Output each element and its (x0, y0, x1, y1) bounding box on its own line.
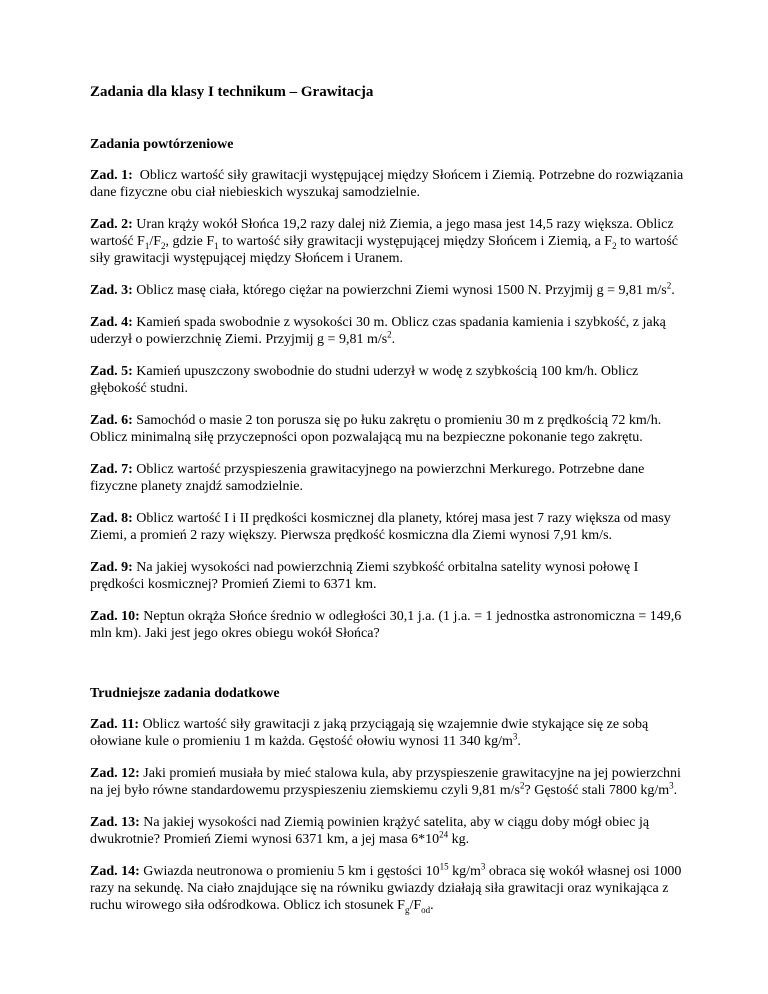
task-text: Oblicz wartość przyspieszenia grawitacyjnego na powierzchni Merkurego. Potrzebne dane fizyczne planety znajdź samodzielnie. (90, 462, 645, 494)
subscript: 1 (214, 240, 219, 251)
task-text: Na jakiej wysokości nad Ziemią powinien krążyć satelita, aby w ciągu doby mógł obiec ją dwukrotnie? Promień Ziemi wynosi 6371 km, a jej masa 6*10 (90, 815, 650, 847)
subscript: g (404, 904, 410, 915)
task-text: . (391, 332, 396, 347)
task-9 (90, 559, 690, 593)
task-11 (90, 716, 690, 750)
superscript: 3 (480, 861, 486, 872)
document-title: Zadania dla klasy I technikum – Grawitacja (90, 84, 374, 100)
task-label: Zad. 3: (90, 283, 133, 298)
task-label: Zad. 4: (90, 315, 133, 330)
task-5 (90, 363, 690, 397)
task-12 (90, 765, 690, 799)
task-7 (90, 461, 690, 495)
superscript: 2 (520, 780, 525, 791)
task-text: Kamień upuszczony swobodnie do studni uderzył w wodę z szybkością 100 km/h. Oblicz głębokość studni. (90, 364, 639, 396)
task-text: Jaki promień musiała by mieć stalowa kula, aby przyspieszenie grawitacyjne na jej powierzchni na jej było równe standardowemu przyspieszeniu ziemskiemu czyli 9,81 m/s (90, 766, 681, 798)
task-label: Zad. 9: (90, 560, 133, 575)
superscript: 2 (387, 329, 392, 340)
task-text: Gwiazda neutronowa o promieniu 5 km i gęstości 10 (143, 864, 440, 879)
task-label: Zad. 1: (90, 168, 133, 183)
task-label: Zad. 2: (90, 217, 133, 232)
task-4 (90, 314, 690, 348)
task-text: . (517, 734, 521, 749)
task-text: Neptun okrąża Słońce średnio w odległości 30,1 j.a. (1 j.a. = 1 jednostka astronomiczna = 149,6 mln km). Jaki jest jego okres obiegu wokół Słońca? (90, 609, 682, 641)
task-text: Oblicz masę ciała, którego ciężar na powierzchni Ziemi wynosi 1500 N. Przyjmij g = 9,81 m/s (136, 283, 667, 298)
superscript: 3 (669, 780, 674, 791)
task-text: Oblicz wartość I i II prędkości kosmicznej dla planety, której masa jest 7 razy większa od masy Ziemi, a promień 2 razy większy. Pierwsza prędkość kosmiczna dla Ziemi wynosi 7,91 km/s. (90, 511, 671, 543)
task-text: to wartość siły grawitacji występującej między Słońcem i Uranem. (90, 234, 679, 266)
task-label: Zad. 5: (90, 364, 133, 379)
task-label: Zad. 10: (90, 609, 140, 624)
task-label: Zad. 14: (90, 864, 140, 879)
task-text: . (673, 783, 678, 798)
superscript: 24 (439, 829, 449, 840)
subscript: 2 (161, 240, 166, 251)
task-label: Zad. 11: (90, 717, 140, 732)
superscript: 15 (439, 861, 449, 872)
subscript: 2 (612, 240, 617, 251)
document-page (90, 84, 690, 914)
section-heading-advanced: Trudniejsze zadania dodatkowe (90, 686, 280, 701)
task-6 (90, 412, 690, 446)
task-text: /F (149, 234, 162, 249)
task-3 (90, 282, 690, 299)
task-label: Zad. 7: (90, 462, 133, 477)
task-1 (90, 167, 690, 201)
task-8 (90, 510, 690, 544)
task-text: /F (409, 898, 422, 913)
task-text: . (430, 898, 434, 913)
task-text: Samochód o masie 2 ton porusza się po łuku zakrętu o promieniu 30 m z prędkością 72 km/h. Oblicz minimalną siłę przyczepności opon pozwalającą mu na bezpieczne pokonanie tego zakrętu. (90, 413, 662, 445)
task-text: Uran krąży wokół Słońca 19,2 razy dalej niż Ziemia, a jego masa jest 14,5 razy większa. Oblicz wartość F (90, 217, 674, 249)
task-label: Zad. 13: (90, 815, 140, 830)
task-text: . (671, 283, 675, 298)
task-14 (90, 863, 690, 914)
task-text: obraca się wokół własnej osi 1000 razy na sekundę. Na ciało znajdujące się na równiku gwiazdy działają siła grawitacji oraz wynikająca z ruchu wirowego siła odśrodkowa. Oblicz ich stosunek F (90, 864, 682, 913)
task-2 (90, 216, 690, 267)
superscript: 3 (512, 731, 518, 742)
task-text: kg/m (448, 864, 481, 879)
task-text: ? Gęstość stali 7800 kg/m (524, 783, 670, 798)
subscript: od (421, 904, 431, 915)
task-text: kg. (448, 832, 470, 847)
task-text: Oblicz wartość siły grawitacji z jaką przyciągają się wzajemnie dwie stykające się ze sobą ołowiane kule o promieniu 1 m każda. Gęstość ołowiu wynosi 11 340 kg/m (90, 717, 649, 749)
subscript: 1 (144, 240, 150, 251)
section-heading-repetition: Zadania powtórzeniowe (90, 137, 234, 152)
task-text: Kamień spada swobodnie z wysokości 30 m. Oblicz czas spadania kamienia i szybkość, z jaką uderzył o powierzchnię Ziemi. Przyjmij g = 9,81 m/s (90, 315, 666, 347)
task-10 (90, 608, 690, 642)
task-text: , gdzie F (165, 234, 215, 249)
superscript: 2 (666, 280, 672, 291)
task-label: Zad. 8: (90, 511, 133, 526)
task-13 (90, 814, 690, 848)
task-text: Na jakiej wysokości nad powierzchnią Ziemi szybkość orbitalna satelity wynosi połowę I prędkości kosmicznej? Promień Ziemi to 6371 km. (90, 560, 639, 592)
task-text: to wartość siły grawitacji występującej między Słońcem i Ziemią, a F (218, 234, 613, 249)
task-text: Oblicz wartość siły grawitacji występującej między Słońcem i Ziemią. Potrzebne do rozwiązania dane fizyczne obu ciał niebieskich wyszukaj samodzielnie. (90, 168, 684, 200)
task-label: Zad. 12: (90, 766, 140, 781)
task-label: Zad. 6: (90, 413, 133, 428)
